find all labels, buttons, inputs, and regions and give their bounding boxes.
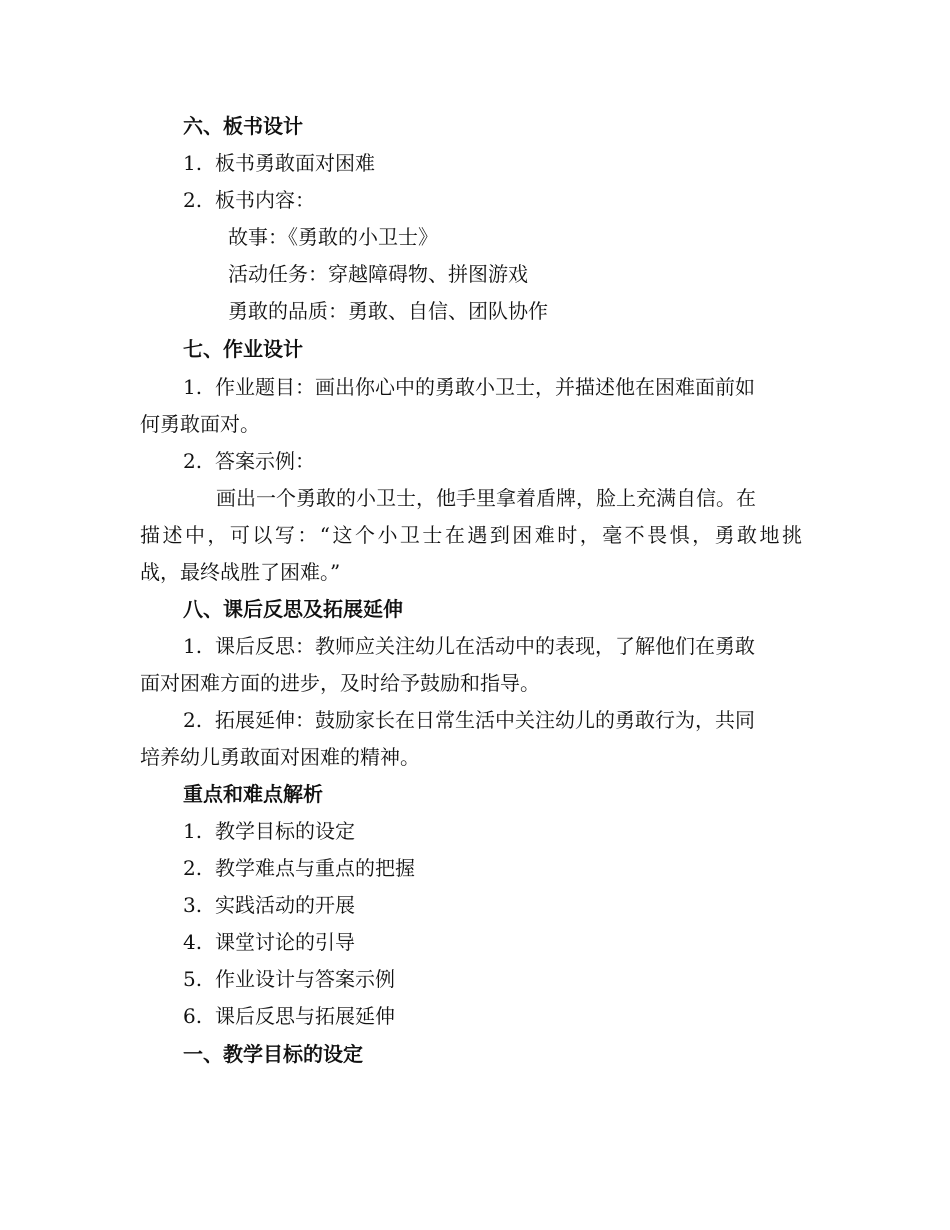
- list-text: 板书内容：: [215, 188, 315, 212]
- list-text: 课后反思与拓展延伸: [215, 1004, 395, 1028]
- list-text: 板书勇敢面对困难: [215, 151, 375, 175]
- list-number: 4.: [183, 930, 203, 954]
- list-number: 1.: [183, 634, 203, 658]
- paragraph-line: 画出一个勇敢的小卫士，他手里拿着盾牌，脸上充满自信。在: [216, 486, 756, 510]
- list-number: 1.: [183, 375, 203, 399]
- board-content-line: 勇敢的品质：勇敢、自信、团队协作: [228, 299, 548, 323]
- list-item: [183, 855, 415, 881]
- list-number: 6.: [183, 1004, 203, 1028]
- paragraph-line: [140, 522, 802, 548]
- board-content-line: 故事：《勇敢的小卫士》: [228, 225, 438, 249]
- list-number: 1.: [183, 151, 203, 175]
- list-item: [183, 929, 355, 955]
- paragraph-line: [183, 633, 755, 659]
- paragraph-text: 课后反思：教师应关注幼儿在活动中的表现，了解他们在勇敢: [215, 634, 755, 658]
- paragraph-line: 战，最终战胜了困难。”: [140, 560, 341, 584]
- list-text: 作业设计与答案示例: [215, 967, 395, 991]
- list-text: 教学难点与重点的把握: [215, 856, 415, 880]
- list-item: [183, 966, 395, 992]
- list-number: 1.: [183, 819, 203, 843]
- list-text: 答案示例：: [215, 449, 315, 473]
- list-item: [183, 1003, 395, 1029]
- list-number: 2.: [183, 188, 203, 212]
- list-text: 教学目标的设定: [215, 819, 355, 843]
- paragraph-text: 描述中，可以写：“这个小卫士在遇到困难时，毫不畏惧，勇敢地挑: [140, 523, 802, 547]
- list-number: 5.: [183, 967, 203, 991]
- list-number: 2.: [183, 708, 203, 732]
- section-heading: 一、教学目标的设定: [183, 1042, 363, 1066]
- list-item: [183, 187, 315, 213]
- list-text: 课堂讨论的引导: [215, 930, 355, 954]
- paragraph-line: [183, 374, 755, 400]
- list-number: 2.: [183, 856, 203, 880]
- paragraph-text: 拓展延伸：鼓励家长在日常生活中关注幼儿的勇敢行为，共同: [215, 708, 755, 732]
- list-item: [183, 892, 355, 918]
- section-heading: 七、作业设计: [183, 337, 303, 361]
- paragraph-line: [183, 707, 755, 733]
- section-heading: 重点和难点解析: [183, 782, 323, 806]
- section-heading: 八、课后反思及拓展延伸: [183, 597, 403, 621]
- paragraph-line: 培养幼儿勇敢面对困难的精神。: [140, 745, 420, 769]
- list-item: [183, 150, 375, 176]
- list-text: 实践活动的开展: [215, 893, 355, 917]
- list-item: [183, 448, 315, 474]
- paragraph-line: 何勇敢面对。: [140, 412, 260, 436]
- list-item: [183, 818, 355, 844]
- paragraph-line: 面对困难方面的进步，及时给予鼓励和指导。: [140, 671, 540, 695]
- section-heading: 六、板书设计: [183, 114, 303, 138]
- board-content-line: 活动任务：穿越障碍物、拼图游戏: [228, 262, 528, 286]
- list-number: 3.: [183, 893, 203, 917]
- list-number: 2.: [183, 449, 203, 473]
- paragraph-text: 作业题目：画出你心中的勇敢小卫士，并描述他在困难面前如: [215, 375, 755, 399]
